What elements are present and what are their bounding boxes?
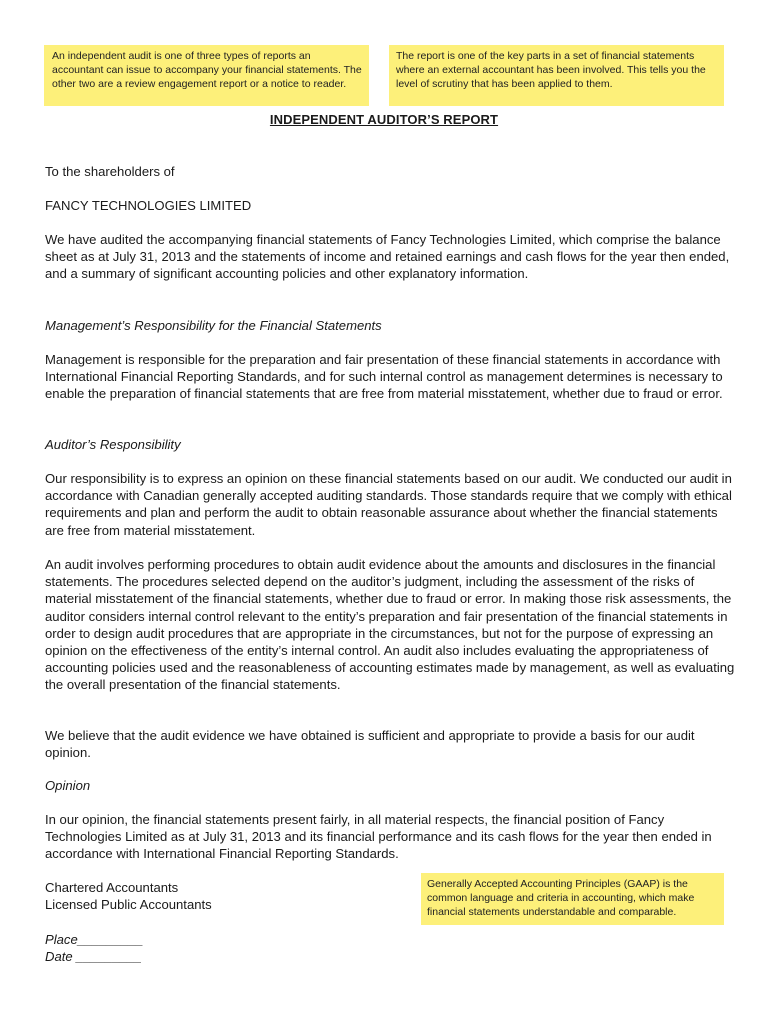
auditor-responsibility-heading: Auditor’s Responsibility [45, 437, 181, 452]
management-responsibility-heading: Management’s Responsibility for the Financial Statements [45, 318, 382, 333]
place-date-block [45, 931, 345, 965]
annotation-note-audit-types: An independent audit is one of three types of reports an accountant can issue to accompany your financial statements. The other two are a review engagement report or a notice to reader. [44, 45, 369, 106]
opinion-heading: Opinion [45, 778, 91, 793]
place-field: Place_________ [45, 932, 144, 947]
company-name: FANCY TECHNOLOGIES LIMITED [45, 198, 252, 213]
auditor-responsibility-paragraph-2: An audit involves performing procedures to obtain audit evidence about the amounts and disclosures in the financial statements. The procedures selected depend on the auditor’s judgment, including the assessment of the risks of material misstatement of the financial statements, whether due to fraud or error. In making those risk assessments, the auditor considers internal control relevant to the entity’s preparation and fair presentation of the financial statements in order to design audit procedures that are appropriate in the circumstances, but not for the purpose of expressing an opinion on the effectiveness of the entity’s internal control. An audit also includes evaluating the appropriateness of accounting policies used and the reasonableness of accounting estimates made by management, as well as evaluating the overall presentation of the financial statements. [45, 557, 735, 693]
auditor-responsibility-paragraph-1: Our responsibility is to express an opinion on these financial statements based on our audit. We conducted our audit in accordance with Canadian generally accepted auditing standards. Those standards require that we comply with ethical requirements and plan and perform the audit to obtain reasonable assurance about whether the financial statements are free from material misstatement. [45, 471, 732, 538]
salutation: To the shareholders of [45, 164, 175, 179]
signature-line-licensed: Licensed Public Accountants [45, 897, 212, 913]
management-responsibility-paragraph: Management is responsible for the preparation and fair presentation of these financial statements in accordance with International Financial Reporting Standards, and for such internal control as management determines is necessary to enable the preparation of financial statements that are free from material misstatement, whether due to fraud or error. [45, 352, 723, 402]
signature-block [45, 879, 345, 913]
opinion-paragraph: In our opinion, the financial statements present fairly, in all material respects, the financial position of Fancy Technologies Limited as at July 31, 2013 and its financial performance and its cash flows for the year then ended in accordance with International Financial Reporting Standards. [45, 812, 712, 862]
report-title: INDEPENDENT AUDITOR’S REPORT [269, 112, 499, 127]
signature-line-chartered: Chartered Accountants [45, 880, 179, 895]
date-field: Date _________ [45, 949, 142, 965]
intro-paragraph: We have audited the accompanying financial statements of Fancy Technologies Limited, which comprise the balance sheet as at July 31, 2013 and the statements of income and retained earnings and cash flows for the year then ended, and a summary of significant accounting policies and other explanatory information. [45, 232, 730, 282]
auditor-responsibility-paragraph-3: We believe that the audit evidence we have obtained is sufficient and appropriate to provide a basis for our audit opinion. [45, 728, 695, 761]
annotation-note-report-role: The report is one of the key parts in a set of financial statements where an external accountant has been involved. This tells you the level of scrutiny that has been applied to them. [389, 45, 724, 106]
annotation-note-gaap: Generally Accepted Accounting Principles (GAAP) is the common language and criteria in accounting, which make financial statements understandable and comparable. [421, 873, 724, 925]
